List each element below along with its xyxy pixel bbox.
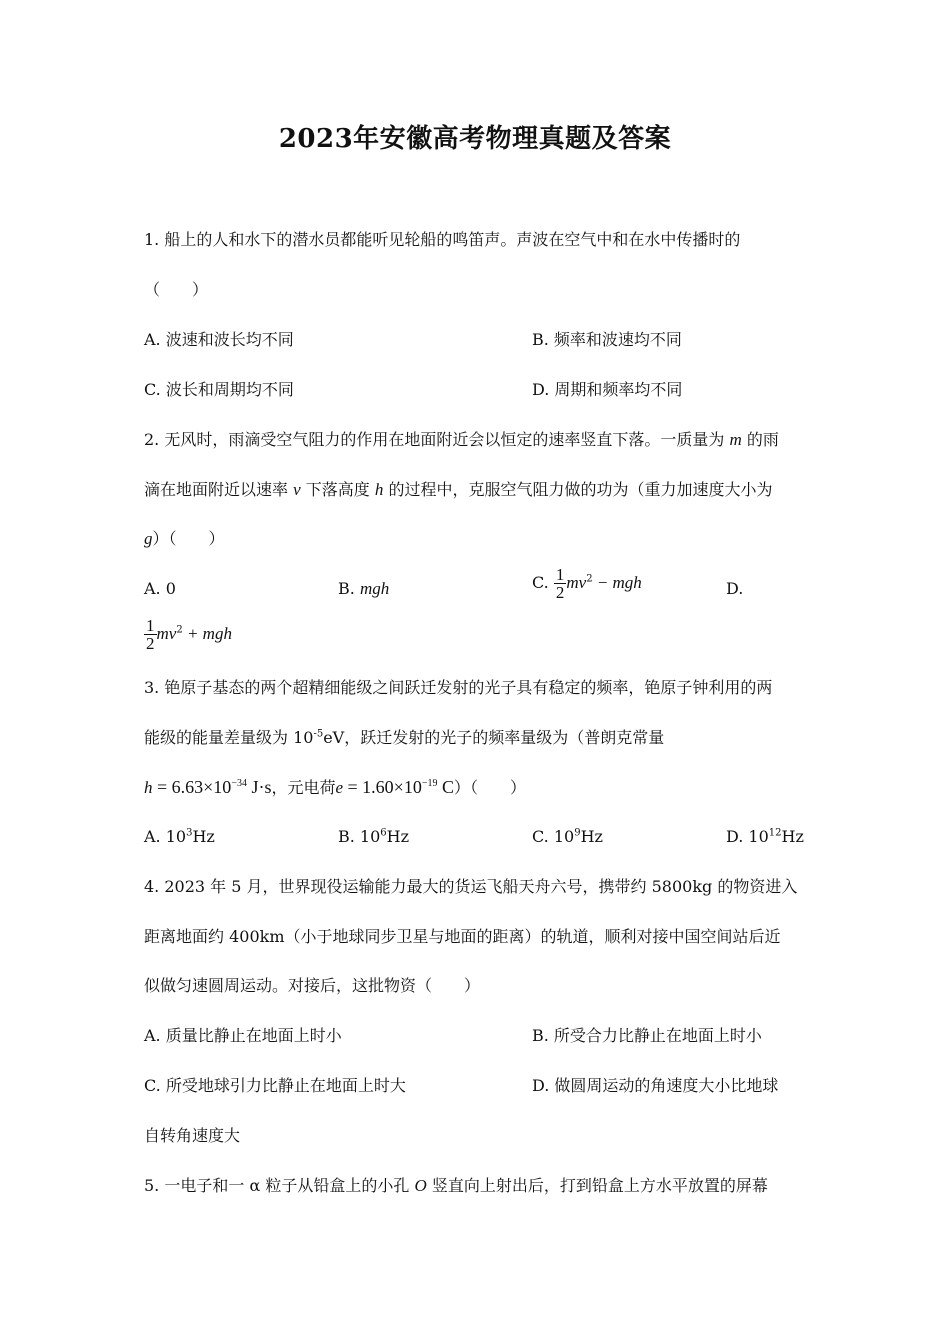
q1-stem-line2: （ ） (144, 280, 209, 299)
q3-text: 能级的能量差量级为 10 (144, 728, 314, 747)
option-text: D. 10 (726, 827, 769, 846)
q1-option-d: D. 周期和频率均不同 (532, 380, 683, 399)
exponent: −34 (231, 778, 247, 789)
unit: C (437, 777, 454, 797)
fraction (144, 617, 157, 652)
formula: − mgh (592, 573, 642, 592)
option-text: A. 10 (144, 827, 187, 846)
q1-stem-line1: 1. 船上的人和水下的潜水员都能听见轮船的鸣笛声。声波在空气中和在水中传播时的 (144, 230, 741, 249)
option-text: C. 10 (532, 827, 575, 846)
q4-option-c: C. 所受地球引力比静止在地面上时大 (144, 1076, 406, 1095)
page-title: 2023年安徽高考物理真题及答案 (278, 124, 672, 154)
formula: + mgh (182, 624, 232, 643)
q2-stem-line1 (144, 430, 779, 450)
q4-option-d-line2: 自转角速度大 (144, 1126, 241, 1145)
option-text: B. 10 (338, 827, 381, 846)
q2-text: ）（ ） (152, 529, 225, 548)
q5-stem-line1 (144, 1176, 768, 1196)
q5-text: 竖直向上射出后，打到铅盒上方水平放置的屏幕 (431, 1176, 768, 1195)
fraction-denominator: 2 (146, 634, 155, 653)
formula: mv (566, 573, 587, 592)
exponent: 2 (176, 624, 183, 636)
fraction (554, 566, 567, 601)
q2-var-m: m (729, 430, 742, 449)
q2-text: 滴在地面附近以速率 (144, 480, 289, 499)
var-e: e (335, 778, 344, 797)
q2-var-h: h (374, 480, 384, 499)
q4-stem-line1: 4. 2023 年 5 月，世界现役运输能力最大的货运飞船天舟六号，携带约 5800kg 的物资进入 (144, 877, 798, 896)
exponent: 3 (186, 827, 193, 839)
formula: mgh (359, 579, 390, 598)
option-label: C. (532, 573, 549, 592)
q2-text: 2. 无风时，雨滴受空气阻力的作用在地面附近会以恒定的速率竖直下落。一质量为 (144, 430, 725, 449)
q4-option-a: A. 质量比静止在地面上时小 (144, 1026, 342, 1045)
q4-option-b: B. 所受合力比静止在地面上时小 (532, 1026, 762, 1045)
q2-option-d-formula (144, 617, 232, 652)
elementary-charge (335, 777, 454, 797)
q2-stem-line2 (144, 480, 772, 500)
fraction-denominator: 2 (555, 583, 565, 602)
q1-option-b: B. 频率和波速均不同 (532, 330, 682, 349)
fraction-numerator: 1 (146, 616, 155, 635)
q5-text: 5. 一电子和一 α 粒子从铅盒上的小孔 (144, 1176, 410, 1195)
q4-stem-line3: 似做匀速圆周运动。对接后，这批物资（ ） (144, 976, 481, 995)
q3-stem-line2 (144, 728, 664, 748)
q3-stem-line3 (144, 777, 526, 798)
q2-option-a: A. 0 (144, 579, 176, 598)
q4-option-d-line1: D. 做圆周运动的角速度大小比地球 (532, 1076, 779, 1095)
var-h: h (144, 778, 153, 797)
unit: Hz (781, 827, 804, 846)
unit: Hz (386, 827, 410, 846)
unit: J·s (246, 777, 272, 797)
q3-text: eV，跃迁发射的光子的频率量级为（普朗克常量 (323, 728, 665, 747)
q2-var-g: g (144, 529, 153, 548)
q1-option-c: C. 波长和周期均不同 (144, 380, 294, 399)
planck-constant (144, 777, 271, 797)
value: = 1.60×10 (343, 777, 422, 797)
exponent: -5 (313, 728, 324, 740)
unit: Hz (580, 827, 603, 846)
q2-stem-line3 (144, 529, 225, 549)
q2-text: 的雨 (746, 430, 779, 449)
exponent: 12 (768, 827, 782, 839)
q3-text: ，元电荷 (271, 778, 336, 797)
q3-text: ）（ ） (454, 778, 527, 797)
q2-option-d-label: D. (726, 579, 744, 598)
exponent: 2 (586, 573, 593, 585)
q2-option-c (532, 566, 642, 601)
q3-stem-line1: 3. 铯原子基态的两个超精细能级之间跃迁发射的光子具有稳定的频率，铯原子钟利用的两 (144, 678, 773, 697)
q1-option-a: A. 波速和波长均不同 (144, 330, 294, 349)
q3-option-b (338, 827, 409, 847)
exponent: −19 (421, 778, 438, 789)
q3-option-c (532, 827, 603, 847)
q3-option-d (726, 827, 804, 847)
q2-text: 下落高度 (305, 480, 370, 499)
formula: mv (156, 624, 177, 643)
q3-option-a (144, 827, 215, 847)
unit: Hz (192, 827, 215, 846)
value: = 6.63×10 (152, 777, 232, 797)
q2-var-v: v (293, 480, 301, 499)
exponent: 9 (574, 827, 581, 839)
option-label: B. (338, 579, 355, 598)
q2-text: 的过程中，克服空气阻力做的功为（重力加速度大小为 (388, 480, 773, 499)
q4-stem-line2: 距离地面约 400km（小于地球同步卫星与地面的距离）的轨道，顺利对接中国空间站后近 (144, 927, 781, 946)
exponent: 6 (380, 827, 387, 839)
fraction-numerator: 1 (555, 565, 565, 584)
q5-var-o: O (414, 1176, 427, 1195)
q2-option-b (338, 579, 389, 599)
